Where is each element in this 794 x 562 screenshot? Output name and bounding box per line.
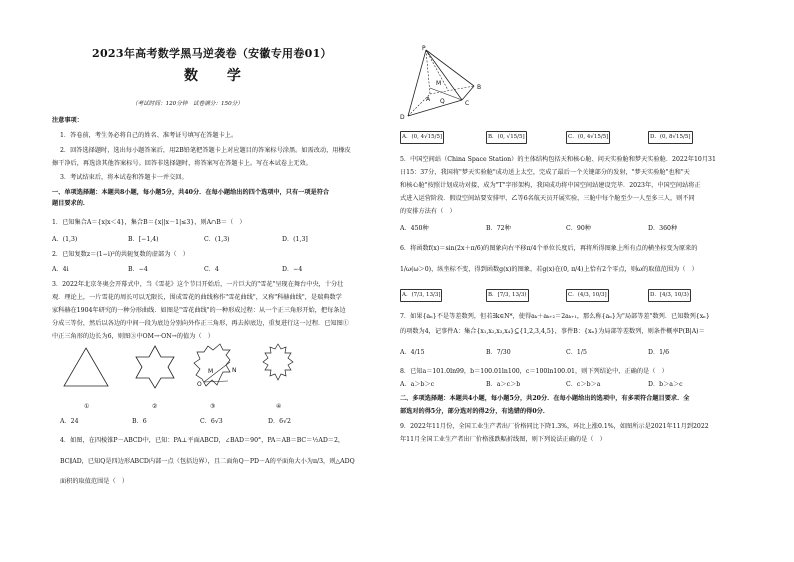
q7-line: 的项数为4，记事件A：集合{x₁,x₂,x₃,x₄}⊆{1,2,3,4,5}，事件B：{xₙ}为局部等差数列，则条件概率P(B|A)＝	[400, 328, 705, 335]
q9-line: 年11月全国工业生产者出厂价格涨跌幅折线图，则下列说法正确的是（ ）	[400, 436, 606, 443]
star-figure-2	[136, 346, 174, 388]
pyramid-label-c: C	[465, 100, 470, 107]
q6-option-c: C．(4/3, 10/3]	[566, 289, 609, 302]
q7-option-c: C．1/5	[566, 349, 587, 356]
q2-option-a: A．4i	[52, 266, 69, 273]
note-item: 1．答卷前，考生务必将自己的姓名、准考证号填写在答题卡上。	[60, 132, 238, 139]
notes-heading: 注意事项：	[52, 117, 83, 124]
section2-heading-cont: 部选对的得5分，部分选对的得2分，有选错的得0分．	[400, 408, 550, 415]
q2-option-c: C．4	[204, 266, 219, 273]
q8-stem: 8．已知a＝101.0ln99，b＝100.01ln100，c＝100ln100.01，则下列结论中，正确的是（ ）	[400, 368, 668, 375]
q4-option-c: C．(0, 4√15/5]	[566, 131, 610, 144]
pyramid-label-b: B	[477, 84, 482, 91]
q5-option-d: D．360种	[648, 225, 678, 232]
q5-line: 和核心舱"按照计划成功对接，成为"T"字形架构，我国成功将中国空间站建设完毕．2023年，中国空间站将正	[400, 182, 701, 189]
q1-stem: 1．已知集合A＝{x|x＜4}，集合B＝{x||x－1|≤3}，则A∩B＝（ ）	[52, 219, 246, 226]
exam-title: 2023年高考数学黑马逆袭卷（安徽专用卷01）	[92, 47, 332, 60]
fig-label-4: ④	[276, 403, 282, 410]
q3-line: 家科赫在1904年研究的一种分形曲线．如图是"雪花曲线"的一种形成过程：从一个正三角形开始，把每条边	[52, 307, 346, 314]
q4-option-b: B．(0, √15/5]	[486, 131, 527, 144]
q4-line: 面积的取值范围是（ ）	[60, 478, 129, 485]
q5-line: 日15：37分，我国将"梦天实验舱"成功送上太空，完成了最后一个关键部分的发射，"梦天实验舱"也和"天	[400, 169, 690, 176]
q5-line: 式进入运营阶段．假设空间站要安排甲、乙等6名航天员开展实验，三舱中每个舱至少一人至多三人，则不同	[400, 195, 695, 202]
pyramid-label-a: A	[426, 96, 431, 103]
q6-option-d: D．[4/3, 10/3)	[648, 289, 691, 302]
pyramid-label-m: M	[436, 80, 442, 87]
koch-figure-3	[194, 344, 230, 386]
point-label-o: O	[197, 381, 202, 388]
point-label-m: M	[208, 368, 214, 375]
q1-option-d: D．(1,3]	[282, 236, 308, 243]
q3-line: 观．理论上，一片雪花的周长可以无限长，围成雪花的曲线称作"雪花曲线"，又称"科赫曲线"，是瑞典数学	[52, 294, 342, 301]
pyramid-label-d: D	[400, 114, 405, 121]
q7-line: 7．如果{aₙ}不是等差数列，但若∃k∈N*，使得aₖ＋aₖ₊₂＝2aₖ₊₁，那么称{aₙ}为"局部等差"数列．已知数列{xₙ}	[400, 313, 710, 320]
koch-figure-4	[263, 344, 293, 380]
fig-label-2: ②	[152, 403, 158, 410]
q6-line: 1/ω(ω＞0)，纵坐标不变，得到函数g(x)的图象，若g(x)在(0, π/4)上恰有2个零点，则ω的取值范围为（ ）	[400, 266, 698, 273]
q1-option-b: B．[−1,4)	[128, 236, 159, 243]
q2-stem: 2．已知复数z＝(1−i)²的共轭复数的虚部为（ ）	[52, 251, 189, 258]
q4-line: 4．如图，在四棱锥P－ABCD中，已知：PA⊥平面ABCD，∠BAD＝90°，PA＝AB＝BC＝½AD＝2，	[60, 437, 345, 444]
note-item: 擦干净后，再选涂其他答案标号。回答非选择题时，将答案写在答题卡上。写在本试卷上无效。	[52, 160, 312, 167]
q5-line: 5．中国空间站（China Space Station）的主体结构包括天和核心舱、问天实验舱和梦天实验舱．2022年10月31	[400, 156, 716, 163]
q5-option-c: C．90种	[566, 225, 591, 232]
q3-option-a: A．24	[60, 418, 79, 425]
subject-heading: 数 学	[184, 68, 253, 84]
q8-option-a: A．a＞b＞c	[400, 381, 435, 388]
q5-line: 的安排方法有（ ）	[400, 208, 456, 215]
fig-label-1: ①	[84, 403, 90, 410]
section1-heading-cont: 题目要求的．	[52, 200, 90, 207]
exam-meta: （考试时间：120分钟 试卷满分：150分）	[132, 101, 243, 107]
q2-option-b: B．−4	[128, 266, 148, 273]
q4-line: BC∥AD，已知Q是四边形ABCD内部一点（包括边界），且二面角Q－PD－A的平面角大小为π/3，则△ADQ	[60, 458, 355, 465]
q3-option-c: C．6√3	[200, 418, 223, 425]
q7-option-a: A．4/15	[400, 349, 425, 356]
q4-option-a: A．(0, 4√15/5]	[400, 131, 444, 144]
q1-option-a: A．(1,3)	[52, 236, 78, 243]
q6-option-a: A．(7/3, 13/3]	[400, 289, 442, 302]
triangle-figure-1	[64, 348, 108, 386]
koch-snowflake-figures	[60, 340, 310, 400]
pyramid-figure	[400, 44, 500, 122]
note-item: 2．回答选择题时，选出每小题答案后，用2B铅笔把答题卡上对应题目的答案标号涂黑。如需改动，用橡皮	[60, 147, 351, 154]
pyramid-label-q: Q	[440, 98, 445, 105]
q3-line: 中正三角形的边长为6，则图③中OM→·ON→的值为（ ）	[52, 333, 214, 340]
q1-option-c: C．(1,3)	[204, 236, 230, 243]
section1-heading: 一、单项选择题：本题共8小题，每小题5分，共40分．在每小题给出的四个选项中，只有一项是符合	[52, 189, 330, 196]
q4-option-d: D．(0, 8√15/5]	[648, 131, 693, 144]
q7-option-b: B．7/30	[486, 349, 511, 356]
pyramid-label-p: P	[422, 45, 426, 52]
q8-option-d: D．b＞a＞c	[648, 381, 683, 388]
q9-line: 9．2022年11月份，全国工业生产者出厂价格同比下降1.3%，环比上涨0.1%，如图所示是2021年11月到2022	[400, 423, 709, 430]
fig-label-3: ③	[210, 403, 216, 410]
q7-option-d: D．1/6	[648, 349, 670, 356]
q3-line: 3．2022年北京冬奥会开幕式中，当《雪花》这个节目开始后，一片巨大的"雪花"呈现在舞台中央，十分壮	[52, 281, 344, 288]
q6-option-b: B．[7/3, 13/3)	[486, 289, 529, 302]
q5-option-a: A．450种	[400, 225, 429, 232]
q2-option-d: D．−4	[282, 266, 303, 273]
point-label-n: N	[232, 367, 237, 374]
q8-option-c: C．c＞b＞a	[566, 381, 601, 388]
section2-heading: 二、多项选择题：本题共4小题，每小题5分，共20分．在每小题给出的选项中，有多项符合题目要求．全	[400, 395, 690, 402]
q3-line: 分成三等份，然后以各边的中间一段为底边分别向外作正三角形，再去掉底边，重复进行这一过程．已知图①	[52, 320, 349, 327]
q3-option-b: B．6	[132, 418, 147, 425]
q5-option-b: B．72种	[486, 225, 511, 232]
q8-option-b: B．a＞c＞b	[486, 381, 521, 388]
q6-line: 6．将函数f(x)＝sin(2x＋π/6)的图象向右平移π/4个单位长度后，再将所得图象上所有点的横坐标变为原来的	[400, 245, 698, 252]
note-item: 3．考试结束后，将本试卷和答题卡一并交回。	[60, 174, 188, 181]
q3-option-d: D．6√2	[268, 418, 291, 425]
